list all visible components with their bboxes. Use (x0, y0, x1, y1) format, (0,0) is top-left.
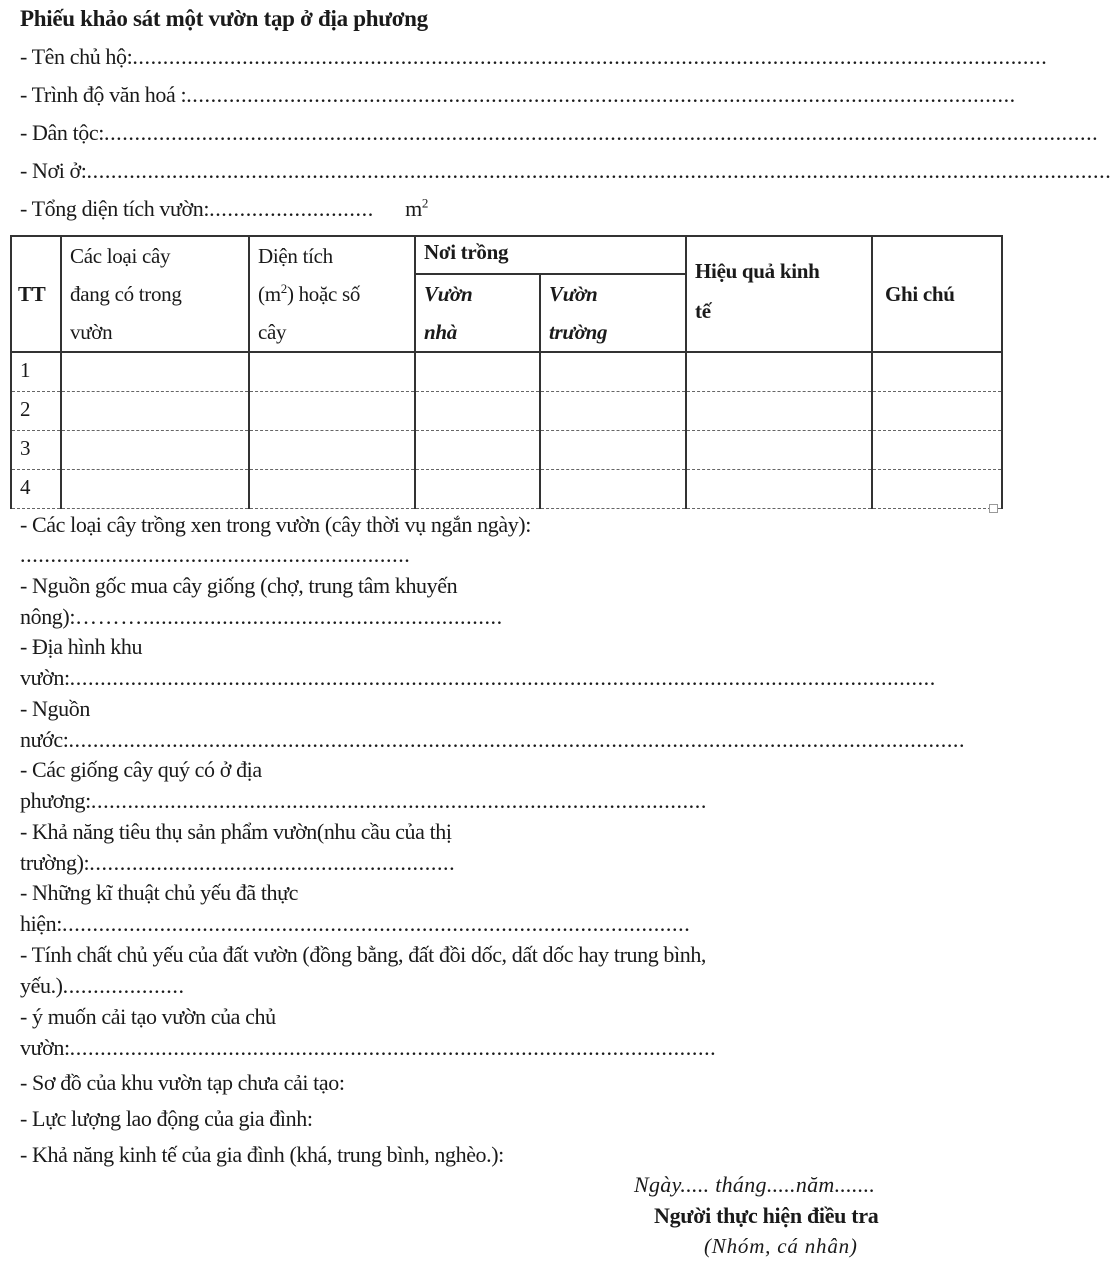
header-tt: TT (11, 236, 61, 352)
field-education-level (20, 82, 1016, 108)
field-techniques-label: - Những kĩ thuật chủ yếu đã thực (20, 880, 299, 905)
header-notes: Ghi chú (872, 236, 1002, 352)
row-number: 4 (11, 470, 61, 509)
field-owner-name (20, 44, 1048, 70)
table-cell[interactable] (249, 470, 415, 509)
field-rare-varieties-label: - Các giống cây quý có ở địa (20, 757, 262, 782)
table-cell[interactable] (872, 392, 1002, 431)
header-text: ) hoặc số (286, 282, 361, 306)
table-cell[interactable] (540, 470, 686, 509)
table-cell[interactable] (249, 352, 415, 392)
table-cell[interactable] (686, 392, 872, 431)
field-seedling-source (20, 604, 535, 630)
header-text: Vườn (549, 282, 598, 306)
field-seedling-source-label: - Nguồn gốc mua cây giống (chợ, trung tâm khuyến (20, 573, 458, 598)
header-planting-location: Nơi trồng (415, 236, 686, 274)
field-ethnicity (20, 120, 1099, 146)
header-home-garden (415, 274, 540, 352)
unit-superscript: 2 (421, 195, 428, 211)
fill-in-blank[interactable]: ................................................................ (20, 542, 411, 567)
table-cell[interactable] (872, 431, 1002, 470)
field-labor-force: - Lực lượng lao động của gia đình: (20, 1106, 313, 1131)
field-improvement-wish (20, 1035, 762, 1061)
field-residence (20, 158, 1111, 184)
header-text: Các loại cây (70, 244, 171, 268)
survey-title: Phiếu khảo sát một vườn tạp ở địa phương (20, 6, 428, 31)
header-text: (m (258, 282, 281, 306)
fill-in-blank[interactable]: ........................................................................................................................................................................ (86, 158, 1111, 183)
table-row (11, 392, 1002, 431)
field-intercrops (20, 542, 450, 568)
table-cell[interactable] (540, 431, 686, 470)
table-cell[interactable] (61, 431, 249, 470)
table-cell[interactable] (686, 470, 872, 509)
table-row (11, 431, 1002, 470)
field-terrain-label: - Địa hình khu (20, 634, 143, 659)
field-garden-diagram: - Sơ đồ của khu vườn tạp chưa cải tạo: (20, 1070, 345, 1095)
header-text: Vườn (424, 282, 473, 306)
fill-in-blank[interactable]: .................... (62, 973, 185, 998)
field-label: - Tổng diện tích vườn: (20, 196, 210, 221)
field-label: - Tên chủ hộ: (20, 44, 133, 69)
field-label: nước: (20, 727, 69, 752)
row-number: 2 (11, 392, 61, 431)
table-cell[interactable] (686, 352, 872, 392)
field-techniques (20, 911, 724, 937)
fill-in-blank[interactable]: ...................................................................................................................................................... (132, 44, 1048, 69)
table-cell[interactable] (415, 352, 540, 392)
row-number: 3 (11, 431, 61, 470)
field-consumption-label: - Khả năng tiêu thụ sản phẩm vườn(nhu cầu của thị (20, 819, 452, 844)
field-soil-properties (20, 973, 203, 999)
table-cell[interactable] (61, 392, 249, 431)
table-resize-handle-icon[interactable] (989, 504, 998, 513)
unit-label: m (405, 196, 422, 221)
fill-in-blank[interactable]: ....................................................................................................... (62, 911, 691, 936)
table-row (11, 352, 1002, 392)
header-text: tế (695, 299, 711, 323)
table-cell[interactable] (61, 352, 249, 392)
field-total-garden-area (20, 196, 428, 222)
signature-role: Người thực hiện điều tra (654, 1203, 879, 1228)
table-cell[interactable] (61, 470, 249, 509)
fill-in-blank[interactable]: ........................................................................................................................................ (186, 82, 1016, 107)
header-text: Diện tích (258, 244, 333, 268)
table-cell[interactable] (540, 392, 686, 431)
header-plant-types (61, 236, 249, 352)
field-label: phương: (20, 788, 91, 813)
field-water-source (20, 727, 986, 753)
table-cell[interactable] (415, 392, 540, 431)
field-label: - Dân tộc: (20, 120, 104, 145)
fill-in-blank[interactable]: .............................................................................................................................................. (69, 665, 936, 690)
table-cell[interactable] (249, 431, 415, 470)
fill-in-blank[interactable]: ................................................................................................................................................................... (103, 120, 1099, 145)
field-label: - Trình độ văn hoá : (20, 82, 187, 107)
field-soil-properties-label: - Tính chất chủ yếu của đất vườn (đồng bằng, đất đồi dốc, dất dốc hay trung bình, (20, 942, 707, 967)
fill-in-blank[interactable]: ............................................................ (89, 850, 456, 875)
signature-note: (Nhóm, cá nhân) (704, 1234, 858, 1258)
field-label: vườn: (20, 665, 70, 690)
field-improvement-wish-label: - ý muốn cải tạo vườn của chủ (20, 1004, 276, 1029)
fill-in-blank[interactable]: ........................... (209, 196, 374, 221)
header-text (258, 275, 406, 313)
header-text: đang có trong (70, 282, 182, 306)
field-water-source-label: - Nguồn (20, 696, 90, 721)
fill-in-blank[interactable]: ..................................................................................................... (90, 788, 707, 813)
field-rare-varieties (20, 788, 771, 814)
header-text: trường (549, 320, 608, 344)
header-text: nhà (424, 320, 457, 344)
field-consumption (20, 850, 529, 876)
field-label: yếu.) (20, 973, 63, 998)
header-text: vườn (70, 320, 113, 344)
field-label: nông): (20, 604, 76, 629)
header-economic-efficiency (686, 236, 872, 352)
table-cell[interactable] (872, 352, 1002, 392)
field-label: vườn: (20, 1035, 70, 1060)
field-label: trường): (20, 850, 90, 875)
fill-in-blank[interactable]: ................................................................................................................................................... (68, 727, 966, 752)
table-cell[interactable] (249, 392, 415, 431)
header-text: Hiệu quả kinh (695, 259, 820, 283)
header-area (249, 236, 415, 352)
table-cell[interactable] (872, 470, 1002, 509)
survey-table (10, 235, 1003, 509)
superscript: 2 (280, 281, 287, 296)
header-text: cây (258, 320, 287, 344)
field-intercrops-label: - Các loại cây trồng xen trong vườn (cây thời vụ ngắn ngày): (20, 512, 531, 537)
table-row (11, 470, 1002, 509)
table-cell[interactable] (415, 431, 540, 470)
fill-in-blank[interactable]: .......................................................................................................... (69, 1035, 717, 1060)
table-cell[interactable] (540, 352, 686, 392)
table-cell[interactable] (415, 470, 540, 509)
field-economic-capacity: - Khả năng kinh tế của gia đình (khá, trung bình, nghèo.): (20, 1142, 504, 1167)
signature-date: Ngày..... tháng.....năm....... (634, 1172, 876, 1197)
row-number: 1 (11, 352, 61, 392)
header-school-garden (540, 274, 686, 352)
fill-in-blank[interactable]: ………........................................................... (75, 604, 503, 629)
field-label: hiện: (20, 911, 62, 936)
field-terrain (20, 665, 936, 691)
table-cell[interactable] (686, 431, 872, 470)
field-label: - Nơi ở: (20, 158, 87, 183)
